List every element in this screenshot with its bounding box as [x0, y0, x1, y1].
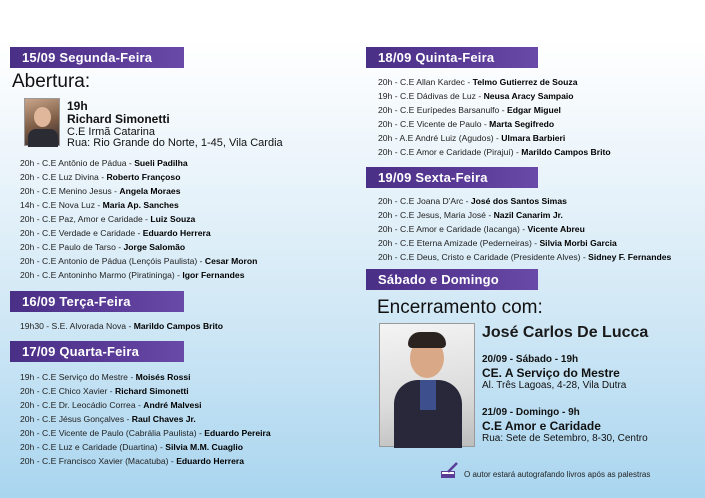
closing-speaker-name: José Carlos De Lucca	[482, 324, 649, 341]
richard-simonetti-photo	[24, 98, 60, 146]
list-item: 20h - C.E Eurípedes Barsanulfo - Edgar Miguel	[378, 105, 561, 115]
header-17-09: 17/09 Quarta-Feira	[10, 341, 184, 362]
list-item: 20h - C.E Verdade e Caridade - Eduardo Herrera	[20, 228, 211, 238]
list-item: 19h - C.E Dádivas de Luz - Neusa Aracy Sampaio	[378, 91, 574, 101]
event2-place: C.E Amor e Caridade	[482, 419, 601, 433]
list-item: 20h - A.E André Luiz (Agudos) - Ulmara Barbieri	[378, 133, 566, 143]
list-item: 20h - C.E Antonio de Pádua (Lençóis Paulista) - Cesar Moron	[20, 256, 258, 266]
list-item: 20h - C.E Amor e Caridade (Iacanga) - Vicente Abreu	[378, 224, 585, 234]
list-item: 20h - C.E Luz e Caridade (Duartina) - Silvia M.M. Cuaglio	[20, 442, 244, 452]
header-16-09: 16/09 Terça-Feira	[10, 291, 184, 312]
opening-speaker-name: Richard Simonetti	[67, 112, 170, 126]
closing-heading: Encerramento com:	[377, 297, 543, 318]
list-item: 20h - C.E Luz Divina - Roberto Françoso	[20, 172, 181, 182]
opening-place: C.E Irmã Catarina	[67, 126, 156, 138]
list-item: 20h - C.E Deus, Cristo e Caridade (Presidente Alves) - Sidney F. Fernandes	[378, 252, 672, 262]
list-item: 19h - C.E Serviço do Mestre - Moisés Rossi	[20, 372, 191, 382]
header-weekend: Sábado e Domingo	[366, 269, 538, 290]
list-item: 20h - C.E Allan Kardec - Telmo Gutierrez de Souza	[378, 77, 578, 87]
list-item: 20h - C.E Francisco Xavier (Macatuba) - Eduardo Herrera	[20, 456, 245, 466]
event1-when: 20/09 - Sábado - 19h	[482, 354, 579, 365]
list-item: 20h - C.E Dr. Leocádio Correa - André Malvesi	[20, 400, 202, 410]
list-item: 20h - C.E Eterna Amizade (Pederneiras) - Silvia Morbi Garcia	[378, 238, 617, 248]
jose-carlos-de-lucca-photo	[379, 323, 475, 447]
event2-address: Rua: Sete de Setembro, 8-30, Centro	[482, 433, 648, 444]
opening-time: 19h	[67, 99, 88, 113]
list-item: 20h - C.E Jésus Gonçalves - Raul Chaves Jr.	[20, 414, 196, 424]
autograph-note: O autor estará autografando livros após as palestras	[464, 470, 651, 479]
list-item: 20h - C.E Amor e Caridade (Pirajuí) - Marildo Campos Brito	[378, 147, 611, 157]
header-18-09: 18/09 Quinta-Feira	[366, 47, 538, 68]
list-item: 20h - C.E Antônio de Pádua - Sueli Padilha	[20, 158, 188, 168]
event1-place: CE. A Serviço do Mestre	[482, 366, 620, 380]
event1-address: Al. Três Lagoas, 4-28, Vila Dutra	[482, 380, 627, 391]
list-item: 19h30 - S.E. Alvorada Nova - Marildo Campos Brito	[20, 321, 223, 331]
header-15-09: 15/09 Segunda-Feira	[10, 47, 184, 68]
list-item: 20h - C.E Paulo de Tarso - Jorge Salomão	[20, 242, 186, 252]
opening-address: Rua: Rio Grande do Norte, 1-45, Vila Cardia	[67, 137, 283, 149]
opening-heading: Abertura:	[12, 71, 91, 92]
event2-when: 21/09 - Domingo - 9h	[482, 407, 580, 418]
list-item: 20h - C.E Vicente de Paulo - Marta Segifredo	[378, 119, 555, 129]
list-item: 14h - C.E Nova Luz - Maria Ap. Sanches	[20, 200, 179, 210]
header-19-09: 19/09 Sexta-Feira	[366, 167, 538, 188]
list-item: 20h - C.E Chico Xavier - Richard Simonetti	[20, 386, 189, 396]
list-item: 20h - C.E Paz, Amor e Caridade - Luiz Souza	[20, 214, 196, 224]
list-item: 20h - C.E Joana D'Arc - José dos Santos Simas	[378, 196, 567, 206]
list-item: 20h - C.E Menino Jesus - Angela Moraes	[20, 186, 181, 196]
list-item: 20h - C.E Vicente de Paulo (Cabrália Paulista) - Eduardo Pereira	[20, 428, 271, 438]
pen-book-icon	[440, 462, 460, 480]
list-item: 20h - C.E Antoninho Marmo (Piratininga) - Igor Fernandes	[20, 270, 245, 280]
list-item: 20h - C.E Jesus, Maria José - Nazil Canarim Jr.	[378, 210, 563, 220]
